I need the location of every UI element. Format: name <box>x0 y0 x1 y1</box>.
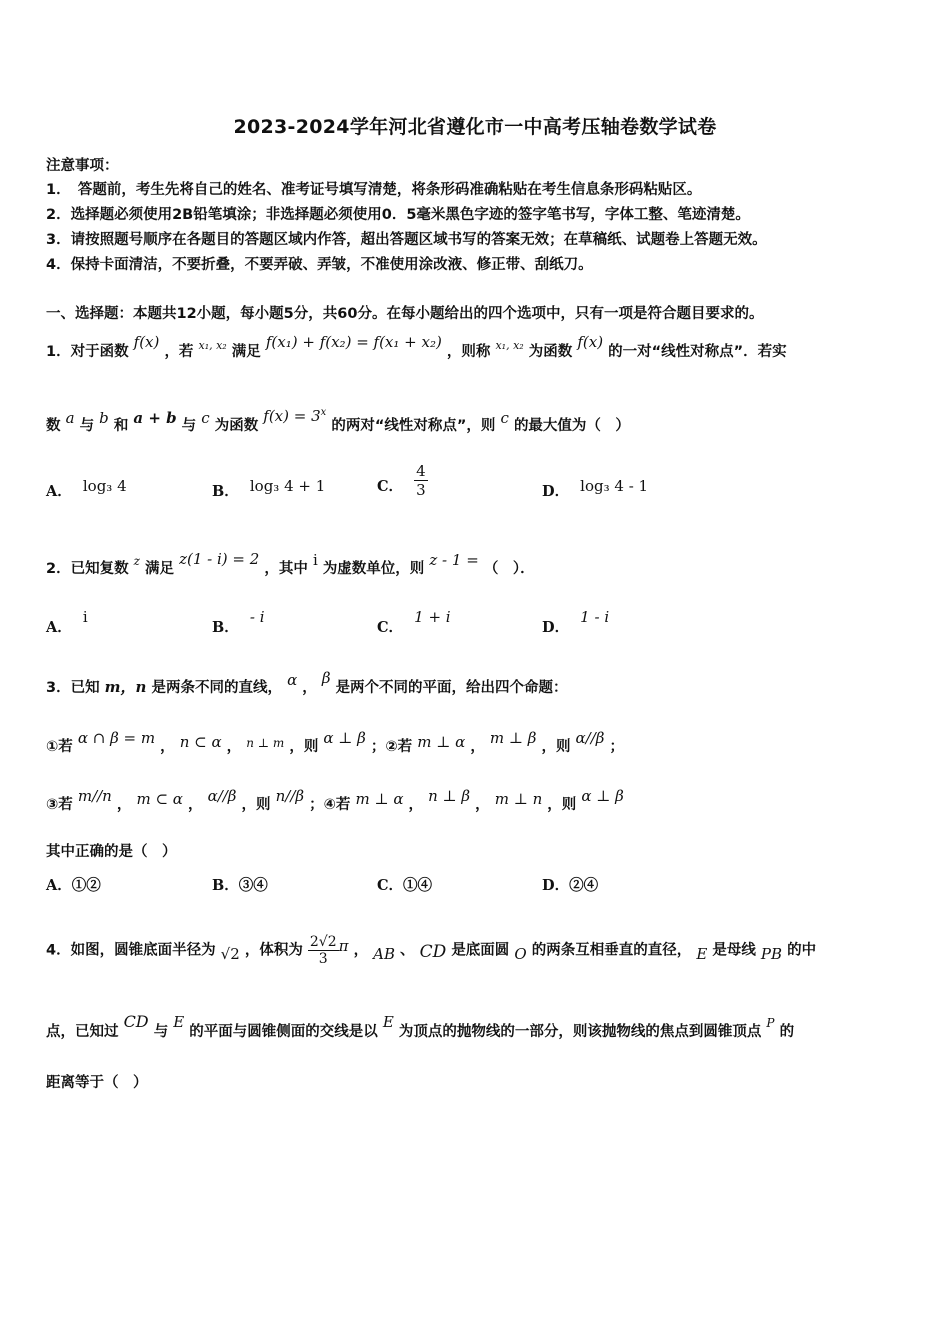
question-3-line-1 <box>46 729 625 756</box>
q4-text: 的中 <box>787 942 817 959</box>
q3-option-c[interactable]: C．①④ <box>377 877 433 894</box>
q1-text: 的两对“线性对称点”，则 <box>331 418 496 434</box>
option-value: 1 + i <box>414 608 451 626</box>
option-label: C． <box>377 619 404 636</box>
option-value: - i <box>249 608 265 626</box>
option-value: log₃ 4 + 1 <box>249 477 326 495</box>
option-value: log₃ 4 - 1 <box>580 477 649 495</box>
q3-option-b[interactable]: B．③④ <box>212 877 268 894</box>
q4-math: CD <box>419 941 447 962</box>
q2-math: z <box>133 554 140 568</box>
q3-question: 其中正确的是（ ） <box>46 844 177 860</box>
q2-text: ，其中 <box>264 561 308 577</box>
question-1-line-2 <box>46 407 630 435</box>
q4-text: 是底面圆 <box>451 942 510 959</box>
q2-text: 为虚数单位，则 <box>322 561 425 577</box>
q3-math: α//β <box>575 729 605 747</box>
q1-text: ，则称 <box>446 344 491 360</box>
q3-text: ，则 <box>241 797 271 813</box>
q4-math: O <box>514 944 527 963</box>
q3-math: α//β <box>207 787 237 805</box>
q4-text: 是母线 <box>712 942 756 959</box>
q4-math: AB <box>373 944 395 963</box>
option-value: 1 - i <box>580 608 610 626</box>
q3-text: ， <box>302 680 317 696</box>
fraction <box>308 934 339 967</box>
option-value: i <box>82 608 88 626</box>
denominator: 3 <box>318 951 328 967</box>
q4-math: PB <box>760 944 783 963</box>
q2-text: 2．已知复数 <box>46 561 129 577</box>
q3-text: ； <box>609 739 625 755</box>
question-1-line-1 <box>46 333 787 361</box>
q4-math: π <box>338 936 349 955</box>
q3-text: ；②若 <box>370 739 413 755</box>
q1-text: ，若 <box>164 344 194 360</box>
q4-math: √2 <box>220 944 240 963</box>
fraction <box>414 462 428 499</box>
q1-option-c[interactable] <box>377 462 428 499</box>
q4-text: 的两条互相垂直的直径， <box>531 942 692 959</box>
q3-option-d[interactable]: D．②④ <box>542 877 599 894</box>
option-label: D． <box>542 619 570 636</box>
q2-math: z - 1 = <box>429 551 479 569</box>
q1-text: 为函数 <box>528 344 573 360</box>
q4-math: E <box>696 944 708 963</box>
q3-math: n//β <box>275 787 305 805</box>
notice-item-3: 3．请按照题号顺序在各题目的答题区域内作答，超出答题区域书写的答案无效；在草稿纸、试题卷上答题无效。 <box>46 232 767 248</box>
q3-math: m ⊥ n <box>494 790 543 808</box>
q3-math: m ⊥ α <box>355 790 404 808</box>
q2-math: z(1 - i) = 2 <box>179 550 260 568</box>
q4-math: E <box>173 1013 185 1031</box>
q3-text: 3．已知 <box>46 680 100 696</box>
q1-math: f(x₁) + f(x₂) = f(x₁ + x₂) <box>265 333 442 351</box>
q1-exponent: x <box>320 407 327 418</box>
q4-math: CD <box>123 1012 149 1031</box>
q3-text: ③若 <box>46 797 73 813</box>
q3-text: ，则 <box>547 797 577 813</box>
q4-text: 4．如图，圆锥底面半径为 <box>46 942 216 959</box>
q4-text: ， <box>353 942 369 959</box>
q3-text: ；④若 <box>309 797 351 813</box>
q3-math: α ∩ β = m <box>77 729 156 747</box>
q2-option-c[interactable] <box>377 608 451 637</box>
q1-math: f(x) <box>577 333 604 351</box>
q3-math: α ⊥ β <box>581 787 624 805</box>
q3-math: m//n <box>77 787 112 805</box>
q2-math: i <box>312 551 318 569</box>
question-2-stem <box>46 550 535 578</box>
q3-text: ， <box>408 797 424 813</box>
question-3-stem <box>46 669 568 697</box>
q3-math: n ⊥ m <box>246 736 285 750</box>
q1-text: 满足 <box>231 344 261 360</box>
q2-text: 满足 <box>145 561 175 577</box>
q1-option-d[interactable] <box>542 477 649 501</box>
q1-math <box>263 407 326 425</box>
notice-item-1: 1． 答题前，考生先将自己的姓名、准考证号填写清楚，将条形码准确粘贴在考生信息条形码粘贴区。 <box>46 182 702 198</box>
q3-text: ①若 <box>46 739 73 755</box>
q2-option-a[interactable] <box>46 608 88 637</box>
q3-text: ， <box>475 797 490 813</box>
section-heading: 一、选择题：本题共12小题，每小题5分，共60分。在每小题给出的四个选项中，只有一项是符合题目要求的。 <box>46 306 764 322</box>
numerator: 4 <box>416 462 426 480</box>
denominator: 3 <box>416 481 426 499</box>
numerator: 2√2 <box>309 934 337 950</box>
q3-text: ， <box>188 797 203 813</box>
page-title: 2023-2024学年河北省遵化市一中高考压轴卷数学试卷 <box>233 116 717 138</box>
q1-option-b[interactable] <box>212 477 326 501</box>
q4-text: 、 <box>400 942 415 959</box>
option-label: A． <box>46 619 72 636</box>
q4-math: E <box>382 1013 394 1031</box>
q3-math: m ⊂ α <box>136 790 183 808</box>
notice-item-2: 2．选择题必须使用2B铅笔填涂；非选择题必须使用0．5毫米黑色字迹的签字笔书写，字体工整、笔迹清楚。 <box>46 207 750 223</box>
q4-text: ，体积为 <box>244 942 303 959</box>
q3-math: n ⊥ β <box>428 787 471 805</box>
q4-text: 的平面与圆锥侧面的交线是以 <box>189 1024 378 1040</box>
q1-text: 与 <box>79 418 95 434</box>
option-label: A． <box>46 483 72 500</box>
q2-text: （ ）． <box>483 561 535 577</box>
q3-option-a[interactable]: A．①② <box>46 877 101 894</box>
q3-text: ， <box>226 739 242 755</box>
q4-math: P <box>766 1016 775 1030</box>
q3-text: 是两条不同的直线， <box>151 680 282 696</box>
notice-item-4: 4．保持卡面清洁，不要折叠，不要弄破、弄皱，不准使用涂改液、修正带、刮纸刀。 <box>46 257 593 273</box>
q1-option-a[interactable] <box>46 477 127 501</box>
question-4-line-3: 距离等于（ ） <box>46 1075 148 1091</box>
q1-math: c <box>500 409 509 427</box>
q3-text: ， <box>160 739 175 755</box>
q3-math: m，n <box>104 678 147 696</box>
q3-math: α <box>287 671 298 689</box>
option-label: B． <box>212 619 239 636</box>
question-4-line-1 <box>46 934 816 967</box>
q3-text: ， <box>470 739 485 755</box>
q4-text: 为顶点的抛物线的一部分，则该抛物线的焦点到圆锥顶点 <box>398 1024 762 1040</box>
q3-text: 是两个不同的平面，给出四个命题： <box>335 680 568 696</box>
q2-option-d[interactable] <box>542 608 610 637</box>
q3-math: m ⊥ β <box>489 729 537 747</box>
q1-text: 为函数 <box>214 418 259 434</box>
q1-text: 与 <box>181 418 197 434</box>
option-label: C． <box>377 478 404 495</box>
q4-text: 点，已知过 <box>46 1024 119 1040</box>
q1-text: 1．对于函数 <box>46 344 129 360</box>
q1-text: 的最大值为（ ） <box>513 418 630 434</box>
q2-option-b[interactable] <box>212 608 265 637</box>
q1-math: a <box>65 409 75 427</box>
option-value: log₃ 4 <box>82 477 127 495</box>
q1-text: 数 <box>46 418 61 434</box>
q3-text: ，则 <box>289 739 319 755</box>
q3-math: n ⊂ α <box>179 733 222 751</box>
q3-math: α ⊥ β <box>323 729 366 747</box>
q1-math: b <box>99 409 109 427</box>
q3-text: ， <box>116 797 132 813</box>
q1-text: 的一对“线性对称点”．若实 <box>608 344 787 360</box>
notice-heading: 注意事项： <box>46 158 119 174</box>
q1-text: 和 <box>113 418 129 434</box>
q4-text: 与 <box>153 1024 169 1040</box>
q1-math: f(x) <box>133 333 160 351</box>
option-label: D． <box>542 483 570 500</box>
q3-math: β <box>321 669 331 687</box>
option-label: B． <box>212 483 239 500</box>
question-3-line-2 <box>46 787 624 814</box>
q1-math: c <box>201 409 210 427</box>
q1-math: x₁, x₂ <box>198 339 227 352</box>
q1-math: a + b <box>133 409 177 427</box>
q1-math: x₁, x₂ <box>495 339 524 352</box>
question-4-line-2 <box>46 1012 795 1041</box>
q1-function-expression: f(x) = 3 <box>263 407 321 425</box>
q3-math: m ⊥ α <box>417 733 466 751</box>
q3-text: ，则 <box>541 739 571 755</box>
q4-text: 的 <box>779 1024 795 1040</box>
